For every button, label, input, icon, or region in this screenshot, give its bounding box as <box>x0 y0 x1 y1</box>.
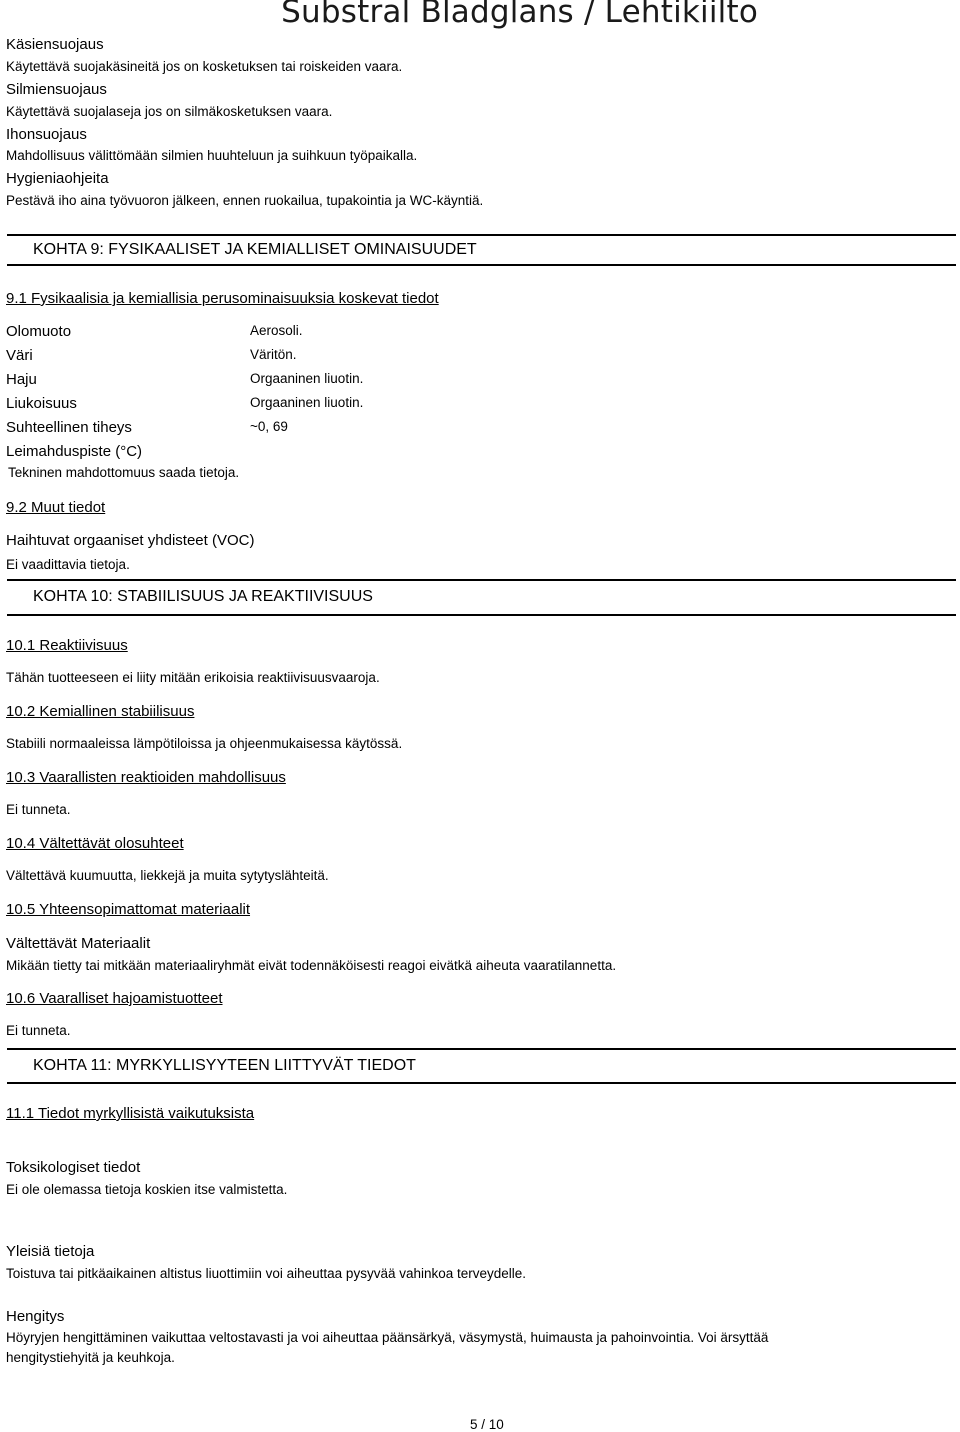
skin-protection-text: Mahdollisuus välittömään silmien huuhteluun ja suihkuun työpaikalla. <box>6 148 418 163</box>
subsection-10-3-title: 10.3 Vaarallisten reaktioiden mahdollisuus <box>6 769 286 786</box>
subsection-9-2-title: 9.2 Muut tiedot <box>6 499 106 516</box>
section-9-title: KOHTA 9: FYSIKAALISET JA KEMIALLISET OMINAISUUDET <box>33 241 477 258</box>
skin-protection-label: Ihonsuojaus <box>6 126 87 143</box>
flash-point-note: Tekninen mahdottomuus saada tietoja. <box>8 465 240 480</box>
subsection-10-5-title: 10.5 Yhteensopimattomat materiaalit <box>6 901 251 918</box>
property-value-odor: Orgaaninen liuotin. <box>250 371 364 386</box>
property-label-odor: Haju <box>6 371 37 388</box>
property-label-color: Väri <box>6 347 33 364</box>
property-label-flash-point: Leimahduspiste (°C) <box>6 443 143 460</box>
subsection-10-6-text: Ei tunneta. <box>6 1023 71 1038</box>
property-value-density: ~0, 69 <box>250 419 288 434</box>
eye-protection-text: Käytettävä suojalaseja jos on silmäkosketuksen vaara. <box>6 104 333 119</box>
hands-protection-text: Käytettävä suojakäsineitä jos on kosketuksen tai roiskeiden vaara. <box>6 59 403 74</box>
hygiene-text: Pestävä iho aina työvuoron jälkeen, ennen ruokailua, tupakointia ja WC-käyntiä. <box>6 193 484 208</box>
subsection-10-4-title: 10.4 Vältettävät olosuhteet <box>6 835 184 852</box>
subsection-10-1-text: Tähän tuotteeseen ei liity mitään erikoisia reaktiivisuusvaaroja. <box>6 670 380 685</box>
hands-protection-label: Käsiensuojaus <box>6 36 104 53</box>
section-11-title: KOHTA 11: MYRKYLLISYYTEEN LIITTYVÄT TIEDOT <box>33 1057 416 1074</box>
incompatible-materials-text: Mikään tietty tai mitkään materiaaliryhmät eivät todennäköisesti reagoi eivätkä aiheuta vaaratilannetta. <box>6 958 617 973</box>
subsection-10-3-text: Ei tunneta. <box>6 802 71 817</box>
property-value-appearance: Aerosoli. <box>250 323 303 338</box>
subsection-9-1-title: 9.1 Fysikaalisia ja kemiallisia perusominaisuuksia koskevat tiedot <box>6 290 439 307</box>
inhalation-text-line-2: hengitystiehyitä ja keuhkoja. <box>6 1350 175 1365</box>
voc-label: Haihtuvat orgaaniset yhdisteet (VOC) <box>6 532 255 549</box>
property-label-density: Suhteellinen tiheys <box>6 419 132 436</box>
incompatible-materials-label: Vältettävät Materiaalit <box>6 935 151 952</box>
property-value-color: Väritön. <box>250 347 297 362</box>
section-10-line-bottom <box>7 614 956 616</box>
subsection-10-2-title: 10.2 Kemiallinen stabiilisuus <box>6 703 195 720</box>
inhalation-text-line-1: Höyryjen hengittäminen vaikuttaa veltostavasti ja voi aiheuttaa päänsärkyä, väsymystä, huimausta ja pahoinvointia. Voi ärsyttää <box>6 1330 769 1345</box>
section-9-header <box>7 234 956 266</box>
hygiene-label: Hygieniaohjeita <box>6 170 109 187</box>
inhalation-label: Hengitys <box>6 1308 65 1325</box>
section-10-line <box>7 579 956 581</box>
general-info-label: Yleisiä tietoja <box>6 1243 95 1260</box>
toxicological-label: Toksikologiset tiedot <box>6 1159 141 1176</box>
subsection-10-1-title: 10.1 Reaktiivisuus <box>6 637 128 654</box>
page-number: 5 / 10 <box>470 1417 504 1432</box>
document-title: Substral Bladglans / Lehtikiilto <box>281 0 758 30</box>
property-label-appearance: Olomuoto <box>6 323 72 340</box>
eye-protection-label: Silmiensuojaus <box>6 81 107 98</box>
voc-text: Ei vaadittavia tietoja. <box>6 557 130 572</box>
property-label-solubility: Liukoisuus <box>6 395 77 412</box>
subsection-11-1-title: 11.1 Tiedot myrkyllisistä vaikutuksista <box>6 1105 255 1122</box>
section-11-header <box>7 1048 956 1084</box>
toxicological-text: Ei ole olemassa tietoja koskien itse valmistetta. <box>6 1182 288 1197</box>
subsection-10-6-title: 10.6 Vaaralliset hajoamistuotteet <box>6 990 223 1007</box>
subsection-10-2-text: Stabiili normaaleissa lämpötiloissa ja ohjeenmukaisessa käytössä. <box>6 736 403 751</box>
property-value-solubility: Orgaaninen liuotin. <box>250 395 364 410</box>
general-info-text: Toistuva tai pitkäaikainen altistus liuottimiin voi aiheuttaa pysyvää vahinkoa terveydelle. <box>6 1266 527 1281</box>
subsection-10-4-text: Vältettävä kuumuutta, liekkejä ja muita sytytyslähteitä. <box>6 868 329 883</box>
section-10-title: KOHTA 10: STABIILISUUS JA REAKTIIVISUUS <box>33 588 373 605</box>
